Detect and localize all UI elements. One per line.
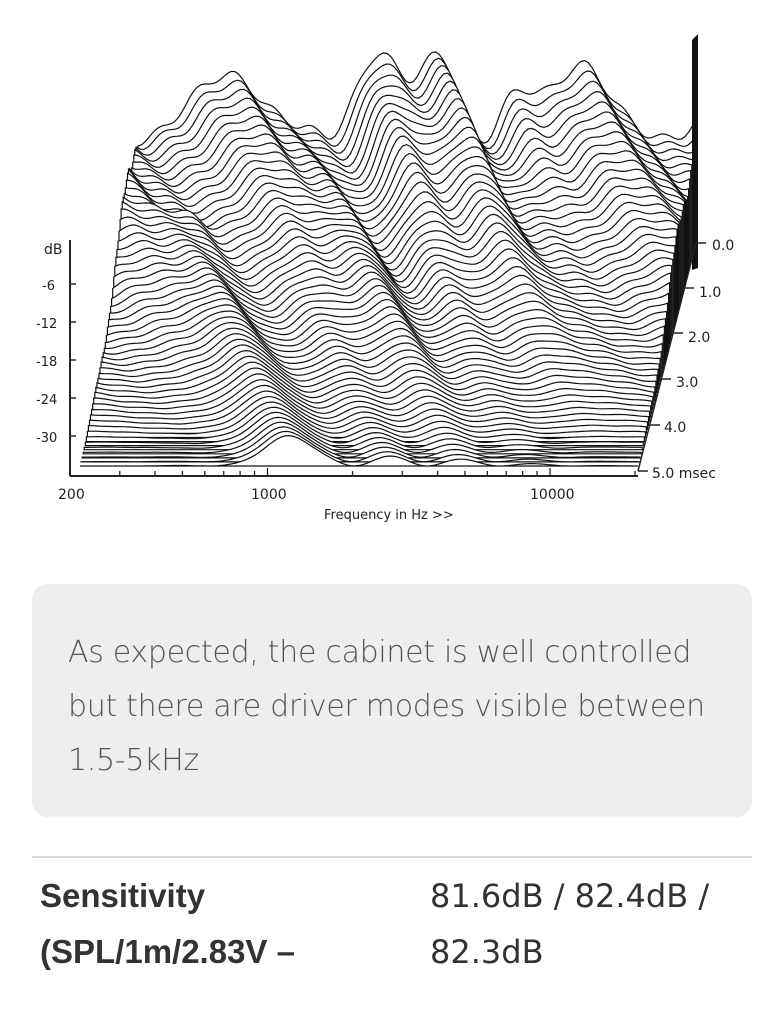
spec-label xyxy=(40,868,400,980)
caption-line: but there are driver modes visible between xyxy=(68,689,705,724)
frequency-tick-label: 200 xyxy=(58,487,85,503)
frequency-ticks xyxy=(70,468,635,476)
db-tick-label: -24 xyxy=(36,393,58,408)
spec-label-line: Sensitivity xyxy=(40,877,206,914)
time-tick-label: 0.0 xyxy=(712,238,735,254)
spec-row-sensitivity xyxy=(40,868,752,1024)
time-tick-label: 4.0 xyxy=(664,420,687,436)
frequency-axis-label: Frequency in Hz >> xyxy=(324,508,454,523)
waterfall-edge xyxy=(692,34,698,270)
caption-box xyxy=(32,584,752,817)
db-axis-label: dB xyxy=(44,242,63,258)
spec-value-line: 82.3dB xyxy=(430,933,544,971)
db-tick-label: -12 xyxy=(36,317,58,332)
caption-line: 1.5-5kHz xyxy=(68,743,199,778)
frequency-tick-label: 10000 xyxy=(530,487,575,503)
caption-line: As expected, the cabinet is well controlled xyxy=(68,635,692,670)
waterfall-traces xyxy=(80,34,698,466)
frequency-tick-label: 1000 xyxy=(251,487,287,503)
spec-label-line: (SPL/1m/2.83V – xyxy=(40,933,295,970)
time-tick-label: 1.0 xyxy=(699,285,722,301)
section-divider xyxy=(32,856,752,858)
spec-value-line: 81.6dB / 82.4dB / xyxy=(430,877,710,915)
db-tick-label: -30 xyxy=(36,431,58,446)
time-tick-label: 3.0 xyxy=(676,375,699,391)
spec-value xyxy=(430,868,752,980)
time-tick-label: 5.0 msec xyxy=(652,466,716,482)
time-tick-label: 2.0 xyxy=(688,330,711,346)
db-tick-label: -18 xyxy=(36,355,58,370)
db-tick-label: -6 xyxy=(42,279,55,294)
